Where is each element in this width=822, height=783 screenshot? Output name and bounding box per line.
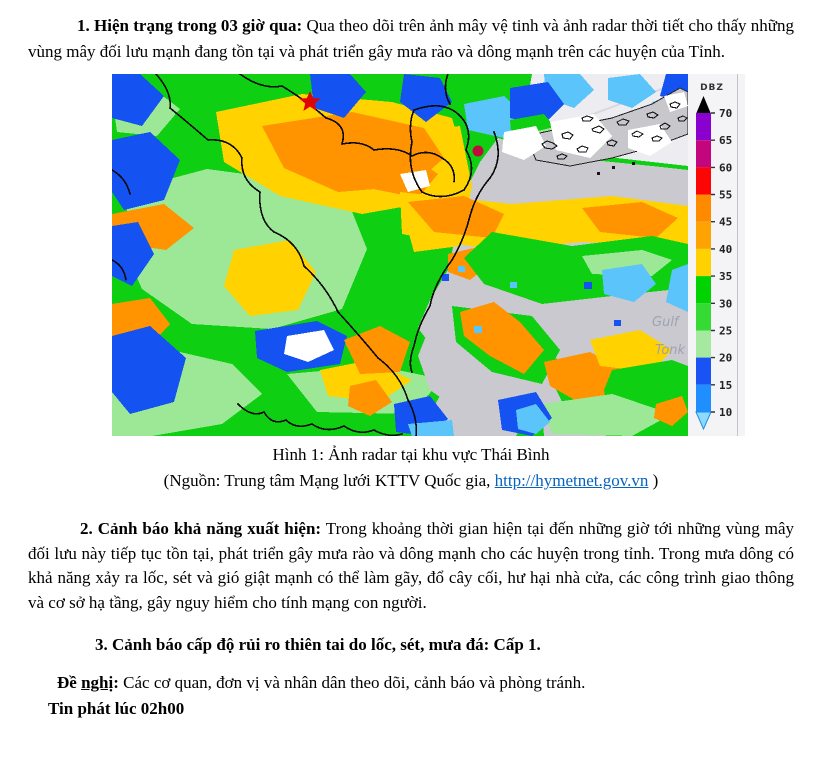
figure-source-suffix: ) [648,471,659,490]
paragraph-warning-lead: 2. Cảnh báo khả năng xuất hiện: [80,519,322,538]
radar-figure [112,74,745,436]
svg-text:70: 70 [719,107,733,120]
request-body: Các cơ quan, đơn vị và nhân dân theo dõi, cảnh báo và phòng tránh. [118,673,586,692]
svg-text:55: 55 [719,188,733,202]
paragraph-status-lead: 1. Hiện trạng trong 03 giờ qua: [77,16,303,35]
paragraph-status [28,13,794,65]
request-colon: : [113,673,119,692]
figure-caption: Hình 1: Ảnh radar tại khu vực Thái Bình [272,445,550,464]
paragraph-status-body: Qua theo dõi trên ảnh mây vệ tinh và ảnh radar thời tiết cho thấy những vùng mây đối lưu mạnh đang tồn tại và phát triển gây mưa rào và dông mạnh trên các huyện của Tỉnh. [28,16,795,61]
paragraph-warning-body: Trong khoảng thời gian hiện tại đến những giờ tới những vùng mây đối lưu này tiếp tục tồn tại, phát triển gây mưa rào và dông mạnh cho các huyện trong tỉnh. Trong mưa dông có khả năng xảy ra lốc, sét và gió giật mạnh có thể làm gãy, đổ cây cối, hư hại nhà cửa, các công trình giao thông và cơ sở hạ tầng, gây nguy hiểm cho tính mạng con người. [28,519,795,612]
paragraph-request [28,670,794,695]
svg-text:15: 15 [719,378,733,392]
request-lead: Đề [57,673,82,692]
figure-caption-block [28,442,794,494]
document-page [0,13,822,783]
svg-text:45: 45 [719,215,733,229]
paragraph-warning [28,517,794,615]
request-lead-underlined: nghị [81,673,114,692]
issued-time: Tin phát lúc 02h00 [48,699,185,718]
svg-text:20: 20 [719,351,733,365]
svg-text:30: 30 [719,297,733,311]
svg-text:60: 60 [719,161,733,175]
svg-text:10: 10 [719,406,733,419]
dbz-legend [688,74,745,436]
svg-text:25: 25 [719,324,733,338]
sea-label-line1: Gulf [652,315,679,330]
svg-text:40: 40 [719,242,733,256]
svg-text:65: 65 [719,134,733,148]
figure-source-prefix: (Nguồn: Trung tâm Mạng lưới KTTV Quốc gia, [163,471,495,490]
figure-source [28,468,794,494]
source-link[interactable]: http://hymetnet.gov.vn [494,471,649,490]
sea-label-line2: Tonk [655,343,686,358]
legend-title: DBZ [700,83,724,93]
city-dot-marker [473,146,484,157]
paragraph-risk-level: 3. Cảnh báo cấp độ rủi ro thiên tai do lốc, sét, mưa đá: Cấp 1. [95,635,541,654]
radar-image [112,74,745,436]
svg-text:35: 35 [719,270,733,284]
